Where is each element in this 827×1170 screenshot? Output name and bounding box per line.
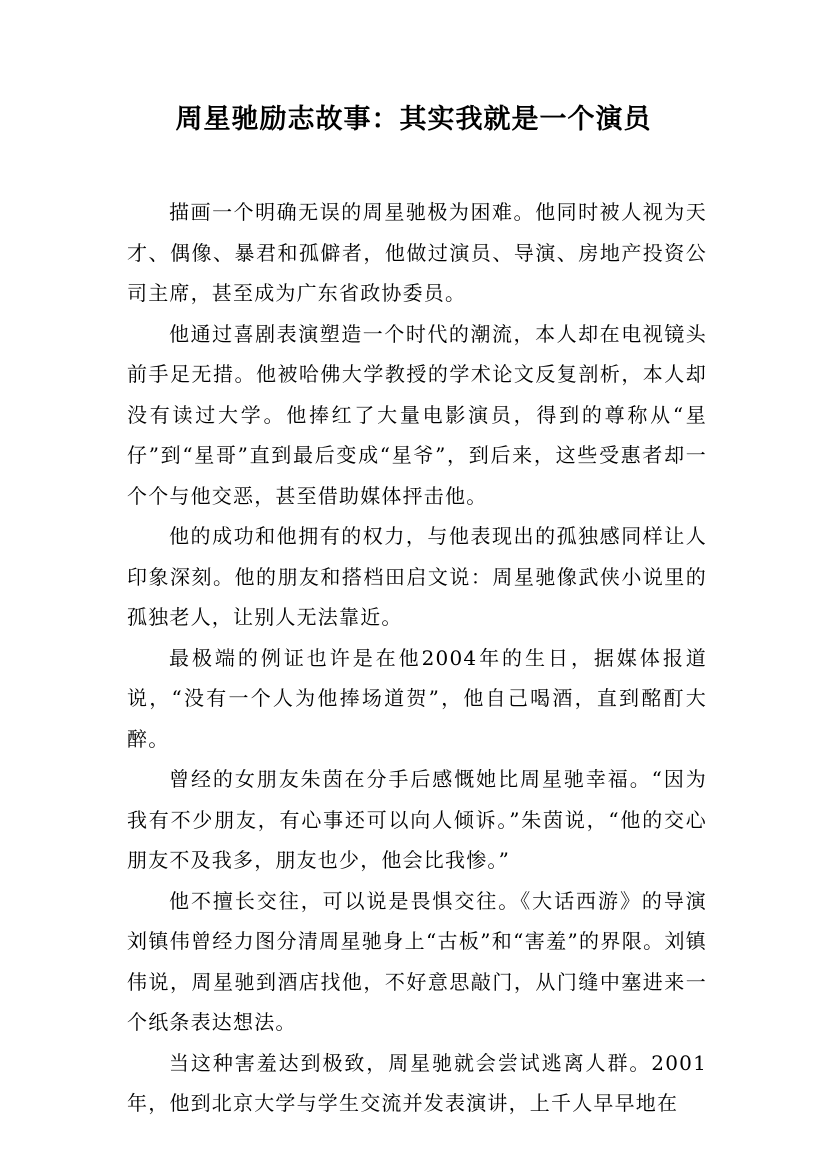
paragraph-2: 他通过喜剧表演塑造一个时代的潮流，本人却在电视镜头前手足无措。他被哈佛大学教授的学术论文反复剖析，本人却没有读过大学。他捧红了大量电影演员，得到的尊称从“星仔”到“星哥”直到最后变成“星爷”，到后来，这些受惠者却一个个与他交恶，甚至借助媒体抨击他。 <box>127 321 707 508</box>
paragraph-1: 描画一个明确无误的周星驰极为困难。他同时被人视为天才、偶像、暴君和孤僻者，他做过演员、导演、房地产投资公司主席，甚至成为广东省政协委员。 <box>127 200 707 305</box>
paragraph-6: 他不擅长交往，可以说是畏惧交往。《大话西游》的导演刘镇伟曾经力图分清周星驰身上“古板”和“害羞”的界限。刘镇伟说，周星驰到酒店找他，不好意思敲门，从门缝中塞进来一个纸条表达想法。 <box>127 888 707 1034</box>
paragraph-3: 他的成功和他拥有的权力，与他表现出的孤独感同样让人印象深刻。他的朋友和搭档田启文说：周星驰像武侠小说里的孤独老人，让别人无法靠近。 <box>127 524 707 629</box>
article-body <box>127 192 707 1124</box>
paragraph-5: 曾经的女朋友朱茵在分手后感慨她比周星驰幸福。“因为我有不少朋友，有心事还可以向人倾诉。”朱茵说，“他的交心朋友不及我多，朋友也少，他会比我惨。” <box>127 767 707 872</box>
paragraph-4: 最极端的例证也许是在他2004年的生日，据媒体报道说，“没有一个人为他捧场道贺”，他自己喝酒，直到酩酊大醉。 <box>127 645 707 751</box>
page-title: 周星驰励志故事：其实我就是一个演员 <box>175 104 652 135</box>
paragraph-7: 当这种害羞达到极致，周星驰就会尝试逃离人群。2001年，他到北京大学与学生交流并发表演讲，上千人早早地在 <box>127 1050 707 1115</box>
